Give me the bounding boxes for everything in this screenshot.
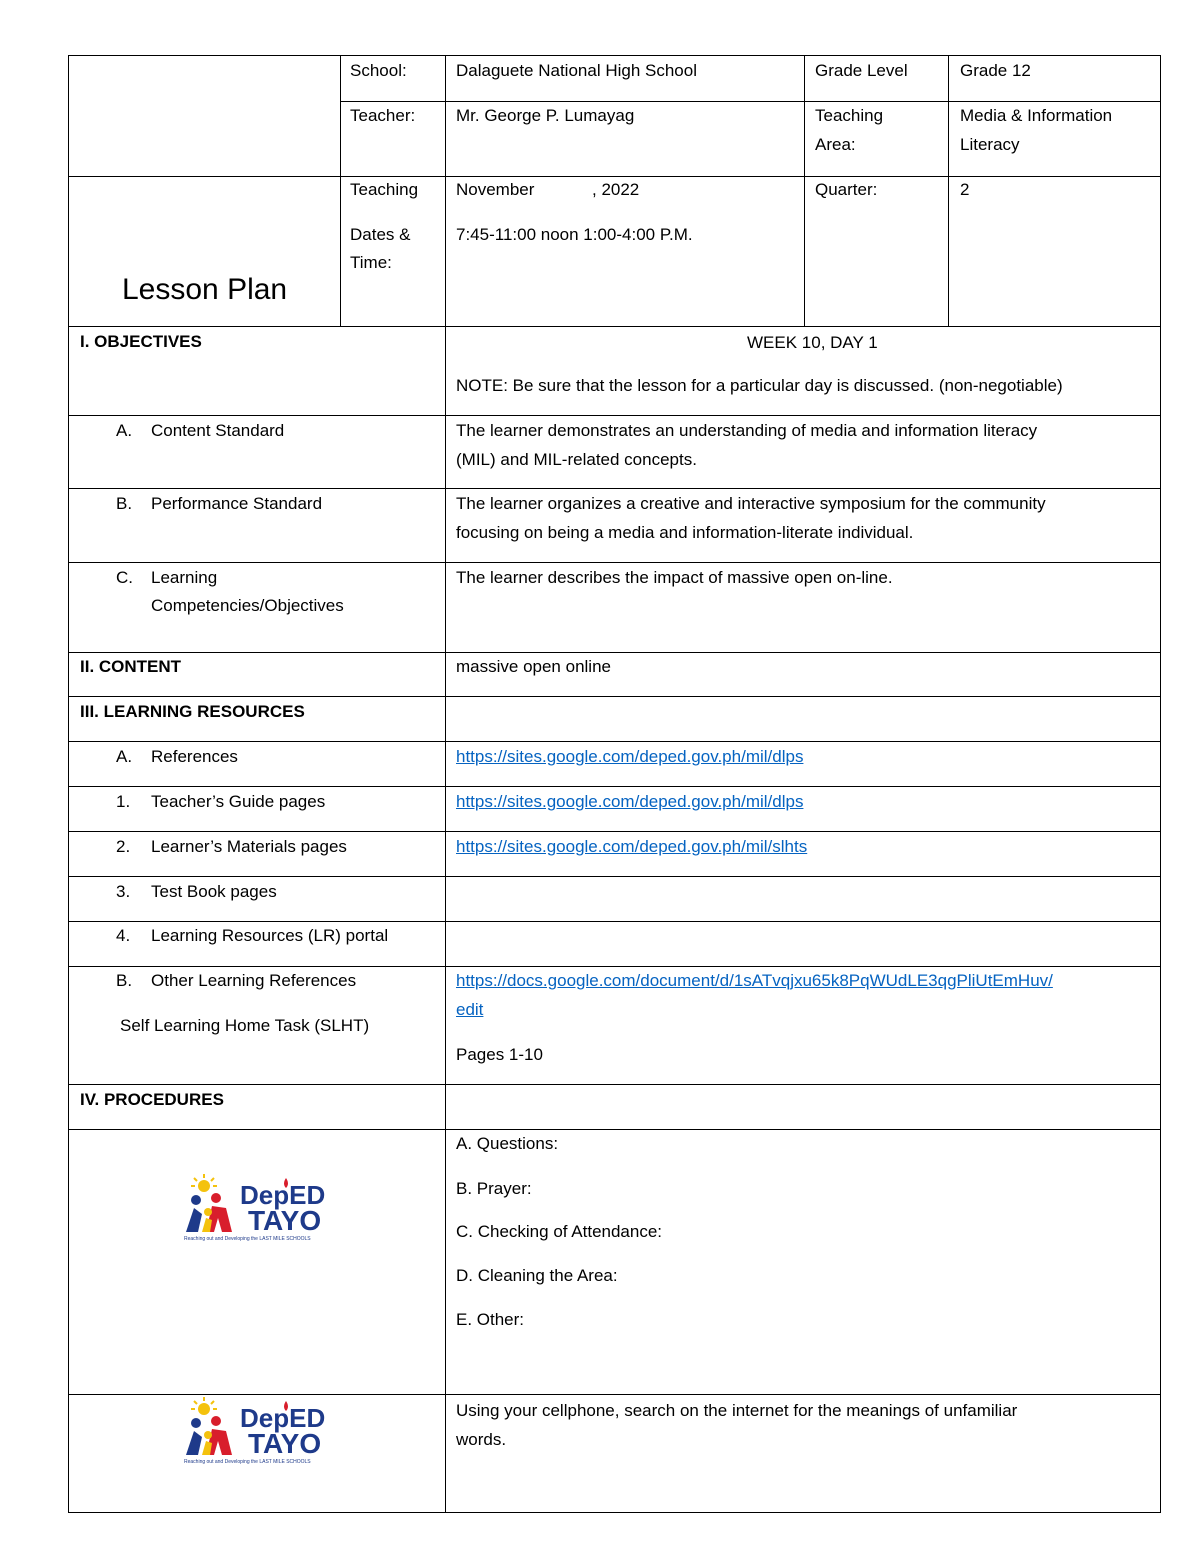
deped-tayo-logo — [182, 1172, 352, 1242]
procedures-heading: IV. PROCEDURES — [80, 1090, 224, 1109]
logo-word-1: DepED — [240, 1403, 326, 1433]
performance-standard-label: Performance Standard — [151, 494, 323, 513]
teachers-guide-link[interactable]: https://sites.google.com/deped.gov.ph/mil/dlps — [456, 792, 804, 811]
learners-materials-label: Learner’s Materials pages — [151, 837, 347, 856]
list-marker: B. — [116, 494, 133, 513]
teachers-guide-label: Teacher’s Guide pages — [151, 792, 326, 811]
slht-label: Self Learning Home Task (SLHT) — [120, 1016, 370, 1035]
content-value: massive open online — [456, 657, 611, 676]
week-label: WEEK 10, DAY 1 — [747, 333, 878, 352]
list-marker: 1. — [116, 792, 131, 811]
content-heading: II. CONTENT — [80, 657, 182, 676]
competency-label-line-2: Competencies/Objectives — [151, 596, 344, 615]
other-references-link-line-2[interactable]: edit — [456, 1000, 484, 1019]
content-standard-line-1: The learner demonstrates an understanding of media and information literacy — [456, 421, 1038, 440]
teaching-area-value-line-2: Literacy — [960, 135, 1020, 154]
performance-standard-line-2: focusing on being a media and information-literate individual. — [456, 523, 914, 542]
procedure-item-cleaning: D. Cleaning the Area: — [456, 1266, 618, 1285]
competency-label-line-1: Learning — [151, 568, 218, 587]
teacher-label: Teacher: — [350, 106, 416, 125]
content-standard-label: Content Standard — [151, 421, 285, 440]
dates-label-line-3: Time: — [350, 253, 392, 272]
list-marker: A. — [116, 421, 133, 440]
school-value: Dalaguete National High School — [456, 61, 697, 80]
resources-heading: III. LEARNING RESOURCES — [80, 702, 305, 721]
content-standard-line-2: (MIL) and MIL-related concepts. — [456, 450, 697, 469]
grade-level-label: Grade Level — [815, 61, 908, 80]
procedure-item-prayer: B. Prayer: — [456, 1179, 532, 1198]
logo-tagline: Reaching out and Developing the LAST MILE SCHOOLS — [184, 1236, 311, 1242]
procedure-item-attendance: C. Checking of Attendance: — [456, 1222, 663, 1241]
dates-label-line-1: Teaching — [350, 180, 419, 199]
performance-standard-line-1: The learner organizes a creative and interactive symposium for the community — [456, 494, 1046, 513]
dates-year: , 2022 — [592, 180, 640, 199]
logo-tagline: Reaching out and Developing the LAST MILE SCHOOLS — [184, 1459, 311, 1465]
teaching-area-label-line-1: Teaching — [815, 106, 884, 125]
deped-tayo-logo — [182, 1395, 352, 1465]
quarter-label: Quarter: — [815, 180, 878, 199]
list-marker: A. — [116, 747, 133, 766]
teacher-value: Mr. George P. Lumayag — [456, 106, 635, 125]
other-references-pages: Pages 1-10 — [456, 1045, 543, 1064]
dates-month: November — [456, 180, 535, 199]
procedure-item-questions: A. Questions: — [456, 1134, 559, 1153]
objectives-heading: I. OBJECTIVES — [80, 332, 202, 351]
teaching-area-label-line-2: Area: — [815, 135, 856, 154]
lr-portal-label: Learning Resources (LR) portal — [151, 926, 389, 945]
references-label: References — [151, 747, 238, 766]
teaching-area-value-line-1: Media & Information — [960, 106, 1113, 125]
competency-value: The learner describes the impact of massive open on-line. — [456, 568, 893, 587]
other-references-link-line-1[interactable]: https://docs.google.com/document/d/1sATvqjxu65k8PqWUdLE3qgPliUtEmHuv/ — [456, 971, 1053, 990]
logo-word-1: DepED — [240, 1180, 326, 1210]
list-marker: 2. — [116, 837, 131, 856]
school-label: School: — [350, 61, 407, 80]
activity-line-2: words. — [456, 1430, 507, 1449]
procedure-item-other: E. Other: — [456, 1310, 525, 1329]
list-marker: 3. — [116, 882, 131, 901]
other-references-label: Other Learning References — [151, 971, 357, 990]
logo-word-2: TAYO — [248, 1428, 322, 1459]
list-marker: 4. — [116, 926, 131, 945]
logo-word-2: TAYO — [248, 1205, 322, 1236]
quarter-value: 2 — [960, 180, 970, 199]
dates-label-line-2: Dates & — [350, 225, 411, 244]
list-marker: B. — [116, 971, 133, 990]
list-marker: C. — [116, 568, 133, 587]
learners-materials-link[interactable]: https://sites.google.com/deped.gov.ph/mil/slhts — [456, 837, 808, 856]
grade-level-value: Grade 12 — [960, 61, 1031, 80]
test-book-label: Test Book pages — [151, 882, 277, 901]
time-value: 7:45-11:00 noon 1:00-4:00 P.M. — [456, 225, 693, 244]
page-title: Lesson Plan — [122, 273, 288, 306]
note-text: NOTE: Be sure that the lesson for a particular day is discussed. (non-negotiable) — [456, 376, 1063, 395]
activity-line-1: Using your cellphone, search on the internet for the meanings of unfamiliar — [456, 1401, 1018, 1420]
references-link[interactable]: https://sites.google.com/deped.gov.ph/mil/dlps — [456, 747, 804, 766]
